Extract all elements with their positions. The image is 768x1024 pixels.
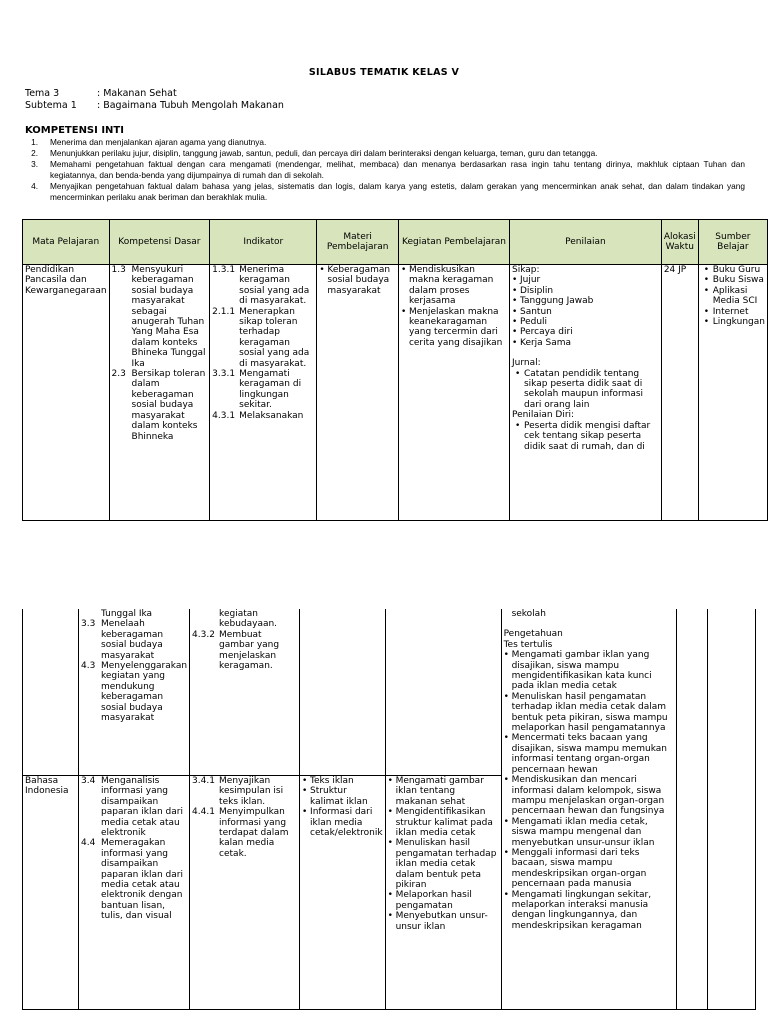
list-item: • Keberagaman sosial budaya masyarakat [319, 265, 396, 296]
cell-indikator: 3.4.1 Menyajikan kesimpulan isi teks iklan. 4.4.1 Menyimpulkan informasi yang terdapat dalam kalan media cetak. [190, 776, 300, 1010]
list-item: • Menjelaskan makna keanekaragaman yang tercermin dari cerita yang disajikan [401, 307, 507, 349]
header-alokasi: Alokasi Waktu [661, 220, 698, 265]
cell-materi [300, 776, 386, 1010]
cell-penilaian: sekolah Pengetahuan Tes tertulis • Mengamati gambar iklan yang disajikan, siswa mampu mengidentifikasikan kata kunci pada iklan media cetak • Menuliskan hasil pengamatan terhadap iklan media cetak dalam bentuk peta pikiran, siswa mampu melaporkan hasil pengamatannya • Mencermati teks bacaan yang disajikan, siswa mampu memukan informasi tentang organ-organ pencernaan hewan • Mendiskusikan dan mencari informasi dalam kelompok, siswa mampu menjelaskan organ-organ pencernaan hewan dan fungsinya • Mengamati iklan media cetak, siswa mampu mengenal dan menyebutkan unsur-unsur iklan • Menggali informasi dari teks bacaan, siswa mampu mendeskripsikan organ-organ pencernaan pada manusia • Mengamati lingkungan sekitar, melaporkan interaksi manusia dengan lingkungannya, dan mendeskripsikan keragaman [501, 609, 676, 1010]
list-item: • Percaya diri [512, 327, 659, 337]
subtema-line [25, 100, 284, 111]
list-item: • Internet [701, 307, 765, 317]
list-item: • Disiplin [512, 286, 659, 296]
kompetensi-inti-list [25, 137, 745, 203]
cell-kegiatan [385, 776, 501, 1010]
list-item: • Mendiskusikan makna keragaman dalam proses kerjasama [401, 265, 507, 307]
list-item: • Peduli [512, 317, 659, 327]
cell-penilaian: Sikap: • Jujur • Disiplin • Tanggung Jawab • Santun • Peduli • Percaya diri • Kerja Sama Jurnal: • Catatan pendidik tentang sikap peserta didik saat di sekolah maupun informasi dari orang lain Penilaian Diri: • Peserta didik mengisi daftar cek tentang sikap peserta didik saat di rumah, dan di [509, 265, 661, 521]
header-penilaian: Penilaian [509, 220, 661, 265]
list-item: • Buku Guru [701, 265, 765, 275]
list-item: • Mendiskusikan dan mencari informasi dalam kelompok, siswa mampu menjelaskan organ-organ pencernaan hewan dan fungsinya [504, 775, 674, 817]
cell-alokasi: 24 JP [661, 265, 698, 521]
list-item: • Menuliskan hasil pengamatan terhadap iklan media cetak dalam bentuk peta pikiran, siswa mampu melaporkan hasil pengamatannya [504, 692, 674, 734]
cell-materi [300, 609, 386, 776]
header-kd: Kompetensi Dasar [109, 220, 210, 265]
header-row [23, 220, 768, 265]
list-item: • Kerja Sama [512, 338, 659, 348]
cell-kd: Tunggal Ika 3.3 Menelaah keberagaman sosial budaya masyarakat 4.3 Menyelenggarakan kegiatan yang mendukung keberagaman sosial budaya masyarakat [79, 609, 190, 776]
header-kegiatan: Kegiatan Pembelajaran [398, 220, 509, 265]
subtema-label: Subtema 1 [25, 100, 77, 111]
list-item: • Santun [512, 307, 659, 317]
list-item: • Aplikasi Media SCI [701, 286, 765, 307]
silabus-table-page2 [22, 609, 756, 1010]
cell-kegiatan [398, 265, 509, 521]
tema-line [25, 88, 177, 99]
tema-label: Tema 3 [25, 88, 60, 99]
list-item: • Teks iklan [302, 776, 383, 786]
list-item: • Informasi dari iklan media cetak/elektronik [302, 807, 383, 838]
list-item: • Mengidentifikasikan struktur kalimat pada iklan media cetak [388, 807, 499, 838]
cell-materi [317, 265, 399, 521]
list-item: • Jujur [512, 275, 659, 285]
list-item: • Peserta didik mengisi daftar cek tentang sikap peserta didik saat di rumah, dan di [512, 421, 659, 452]
cell-alokasi [676, 609, 707, 1010]
cell-sumber [698, 265, 767, 521]
list-item: • Lingkungan [701, 317, 765, 327]
cell-kd: 1.3 Mensyukuri keberagaman sosial budaya masyarakat sebagai anugerah Tuhan Yang Maha Esa dalam konteks Bhineka Tunggal Ika 2.3 Bersikap toleran dalam keberagaman sosial budaya masyarakat dalam konteks Bhinneka [109, 265, 210, 521]
cell-indikator: 1.3.1 Menerima keragaman sosial yang ada di masyarakat. 2.1.1 Menerapkan sikap toleran terhadap keragaman sosial yang ada di masyarakat. 3.3.1 Mengamati keragaman di lingkungan sekitar. 4.3.1 Melaksanakan [210, 265, 317, 521]
table-row [23, 265, 768, 521]
list-item: • Menyebutkan unsur-unsur iklan [388, 911, 499, 932]
list-item: • Mencermati teks bacaan yang disajikan, siswa mampu memukan informasi tentang organ-organ pencernaan hewan [504, 733, 674, 775]
ki-item: 2. Menunjukkan perilaku jujur, disiplin, tanggung jawab, santun, peduli, dan percaya diri dalam berinteraksi dengan keluarga, teman, guru dan tetangga. [31, 148, 598, 158]
cell-mapel: Pendidikan Pancasila dan Kewarganegaraan [23, 265, 110, 521]
list-item: • Struktur kalimat iklan [302, 786, 383, 807]
header-mapel: Mata Pelajaran [23, 220, 110, 265]
header-materi: Materi Pembelajaran [317, 220, 399, 265]
cell-indikator: kegiatan kebudayaan. 4.3.2 Membuat gambar yang menjelaskan keragaman. [190, 609, 300, 776]
ki-item: 1. Menerima dan menjalankan ajaran agama yang dianutnya. [31, 137, 267, 147]
cell-mapel [23, 609, 79, 776]
ki-item: 3. Memahami pengetahuan faktual dengan cara mengamati (mendengar, melihat, membaca) dan menanya berdasarkan rasa ingin tahu tentang dirinya, makhluk ciptaan Tuhan dan kegiatannya, dan benda-benda yang dijumpainya di rumah dan di sekolah. [31, 159, 745, 180]
header-indikator: Indikator [210, 220, 317, 265]
ki-item: 4. Menyajikan pengetahuan faktual dalam bahasa yang jelas, sistematis dan logis, dalam karya yang estetis, dalam gerakan yang mencerminkan anak sehat, dan dalam tindakan yang mencerminkan perilaku anak beriman dan berakhlak mulia. [31, 181, 745, 202]
cell-kd: 3.4 Menganalisis informasi yang disampaikan paparan iklan dari media cetak atau elektronik 4.4 Memeragakan informasi yang disampaikan paparan iklan dari media cetak atau elektronik dengan bantuan lisan, tulis, dan visual [79, 776, 190, 1010]
list-item: • Mengamati gambar iklan yang disajikan, siswa mampu mengidentifikasikan kata kunci pada iklan media cetak [504, 650, 674, 692]
list-item: • Mengamati gambar iklan tentang makanan sehat [388, 776, 499, 807]
list-item: • Menggali informasi dari teks bacaan, siswa mampu mendeskripsikan organ-organ pencernaan pada manusia [504, 848, 674, 890]
tema-value: : Makanan Sehat [97, 88, 177, 99]
silabus-table-page1 [22, 219, 768, 521]
cell-sumber [707, 609, 755, 1010]
list-item: • Menuliskan hasil pengamatan terhadap iklan media cetak dalam bentuk peta pikiran [388, 838, 499, 890]
list-item: • Mengamati iklan media cetak, siswa mampu mengenal dan menyebutkan unsur-unsur iklan [504, 817, 674, 848]
list-item: • Tanggung Jawab [512, 296, 659, 306]
subtema-value: : Bagaimana Tubuh Mengolah Makanan [97, 100, 284, 111]
list-item: • Mengamati lingkungan sekitar, melaporkan interaksi manusia dengan lingkungannya, dan mendeskripsikan keragaman [504, 890, 674, 932]
cell-kegiatan [385, 609, 501, 776]
document-title: SILABUS TEMATIK KELAS V [308, 67, 460, 78]
list-item: • Melaporkan hasil pengamatan [388, 890, 499, 911]
list-item: • Catatan pendidik tentang sikap peserta didik saat di sekolah maupun informasi dari orang lain [512, 369, 659, 411]
table-row [23, 609, 756, 776]
list-item: • Buku Siswa [701, 275, 765, 285]
cell-mapel: Bahasa Indonesia [23, 776, 79, 1010]
header-sumber: Sumber Belajar [698, 220, 767, 265]
kompetensi-inti-heading: KOMPETENSI INTI [25, 125, 124, 136]
